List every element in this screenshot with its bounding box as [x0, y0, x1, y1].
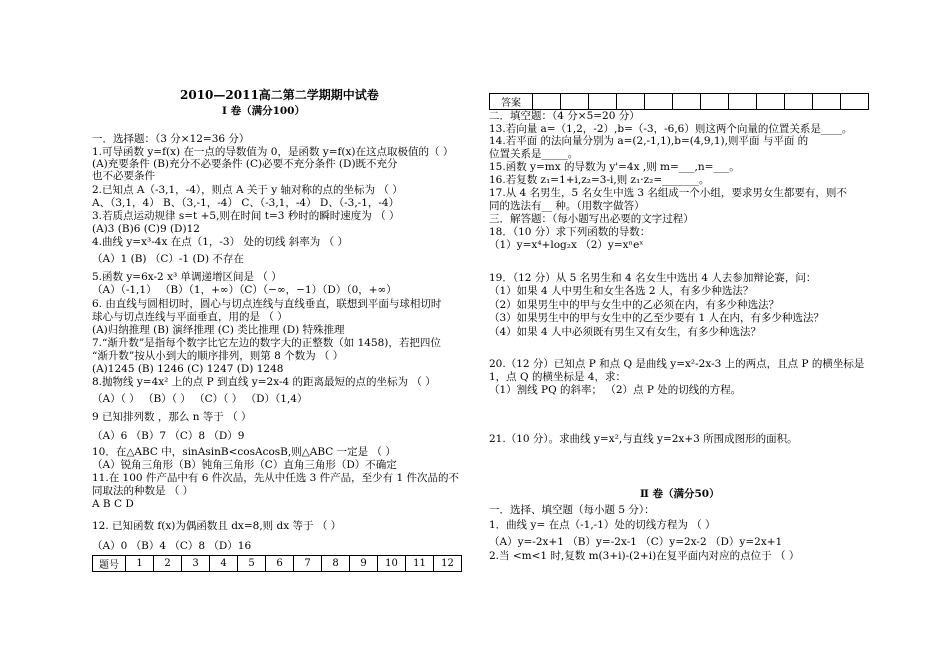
- left-line: 同取法的种数是 （ ）: [92, 485, 194, 497]
- right-line: 位置关系是_____。: [489, 148, 579, 160]
- right-line: （1）割线 PQ 的斜率； （2）点 P 处的切线的方程。: [489, 384, 742, 396]
- question-number-label: 题号: [93, 556, 126, 572]
- right-line: 20.（12 分）已知点 P 和点 Q 是曲线 y=x²-2x-3 上的两点，且点 P 的横坐标是: [489, 358, 865, 370]
- left-line: （A）（ ） （B）（ ） （C）（ ） （D）（1,4）: [92, 393, 308, 405]
- right-line: 16.若复数 z₁=1+i,z₂=3-i,则 z₁·z₂=_______。: [489, 174, 710, 186]
- left-line: 3.若质点运动规律 s=t +5,则在时间 t=3 秒时的瞬时速度为 （ ）: [92, 210, 400, 222]
- left-line: (A)3 (B)6 (C)9 (D)12: [92, 223, 200, 235]
- question-number-cell: 5: [238, 556, 266, 572]
- left-line: 1.可导函数 y=f(x) 在一点的导数值为 0，是函数 y=f(x)在这点取极值的（ ）: [92, 146, 454, 158]
- left-line: (A)充要条件 (B)充分不必要条件 (C)必要不充分条件 (D)既不充分: [92, 158, 398, 170]
- right-line: 19．（12 分）从 5 名男生和 4 名女生中选出 4 人去参加辩论赛，问：: [489, 272, 817, 284]
- right-line: （A）y=-2x+1 （B）y=-2x-1 （C）y=2x-2 （D）y=2x+1: [489, 536, 783, 548]
- question-number-cell: 4: [210, 556, 238, 572]
- left-line: 4.曲线 y=x³-4x 在点（1，-3） 处的切线 斜率为 （ ）: [92, 236, 348, 248]
- answer-blank-cell: [785, 94, 813, 110]
- part1-title: Ⅰ 卷（满分100）: [222, 105, 305, 117]
- right-line: 14.若平面 的法向量分别为 a=(2,-1,1),b=(4,9,1),则平面 与平面 的: [489, 135, 809, 147]
- answer-blank-cell: [561, 94, 589, 110]
- question-number-cell: 9: [350, 556, 378, 572]
- left-line: “渐升数”按从小到大的顺序排列，则第 8 个数为 （ ）: [92, 350, 344, 362]
- question-number-cell: 6: [266, 556, 294, 572]
- left-line: 11.在 100 件产品中有 6 件次品，先从中任选 3 件产品，至少有 1 件次品的不: [92, 472, 459, 484]
- left-line: 也不必要条件: [92, 170, 155, 182]
- left-line: 10．在△ABC 中，sinAsinB<cosAcosB,则△ABC 一定是 （ ）: [92, 446, 396, 458]
- question-number-cell: 7: [294, 556, 322, 572]
- right-line: 17.从 4 名男生，5 名女生中选 3 名组成一个小组，要求男女生都要有，则不: [489, 187, 847, 199]
- right-line: 2.当 <m<1 时,复数 m(3+i)-(2+i)在复平面内对应的点位于 （ ）: [489, 550, 800, 562]
- question-number-cell: 1: [126, 556, 154, 572]
- left-line: （A）0 （B）4 （C）8 （D）16: [92, 540, 252, 552]
- right-line: 同的选法有__ 种。（用数字做答）: [489, 200, 645, 212]
- left-line: A、（3,1，4） B、（3,-1，-4） C、（-3,1，-4） D、（-3,-1，-4）: [92, 197, 400, 209]
- question-number-cell: 10: [378, 556, 406, 572]
- answer-blank-cell: [617, 94, 645, 110]
- left-line: 一．选择题：（3 分×12=36 分）: [92, 133, 250, 145]
- left-line: 2.已知点 A（-3,1，-4），则点 A 关于 y 轴对称的点的坐标为 （ ）: [92, 184, 403, 196]
- question-number-cell: 11: [406, 556, 434, 572]
- right-line: （2）如果男生中的甲与女生中的乙必须在内，有多少种选法？: [489, 299, 780, 311]
- right-line: 1，点 Q 的横坐标是 4，求：: [489, 371, 626, 383]
- answer-blank-cell: [533, 94, 561, 110]
- exam-title: 2010—2011高二第二学期期中试卷: [180, 88, 379, 102]
- part2-title: Ⅱ 卷（满分50）: [640, 488, 720, 500]
- answer-blank-cell: [729, 94, 757, 110]
- answer-label-cell: 答案: [490, 94, 533, 110]
- answer-header-table: [489, 93, 869, 110]
- question-number-cell: 8: [322, 556, 350, 572]
- right-line: （4）如果 4 人中必须既有男生又有女生，有多少种选法？: [489, 326, 762, 338]
- answer-number-table: [92, 555, 462, 572]
- answer-blank-cell: [589, 94, 617, 110]
- right-line: 15.函数 y=mx 的导数为 y'=4x ,则 m=___,n=___。: [489, 161, 740, 173]
- answer-blank-cell: [701, 94, 729, 110]
- right-line: （1）如果 4 人中男生和女生各选 2 人，有多少种选法？: [489, 285, 754, 297]
- right-line: （3）如果男生中的甲与女生中的乙至少要有 1 人在内，有多少种选法？: [489, 312, 825, 324]
- left-line: 球心与切点连线与平面垂直，用的是 （ ）: [92, 311, 288, 323]
- right-line: 一．选择、填空题（每小题 5 分）：: [489, 504, 655, 516]
- right-line: 18．（10 分）求下列函数的导数：: [489, 226, 651, 238]
- left-line: （A）6 （B）7 （C）8 （D）9: [92, 430, 245, 442]
- answer-blank-cell: [673, 94, 701, 110]
- right-line: （1）y=x⁴+log₂x （2）y=xⁿeˣ: [489, 239, 644, 251]
- right-line: 二．填空题：（4 分×5=20 分）: [489, 110, 640, 122]
- left-line: (A)1245 (B) 1246 (C) 1247 (D) 1248: [92, 363, 284, 375]
- answer-blank-cell: [813, 94, 841, 110]
- left-line: （A）锐角三角形（B）钝角三角形（C）直角三角形（D）不确定: [92, 459, 397, 471]
- left-line: 5.函数 y=6x-2 x³ 单调递增区间是 （ ）: [92, 271, 282, 283]
- left-line: （A）（-1,1） （B）（1，+∞）（C）（−∞，−1）（D）（0，+∞）: [92, 284, 397, 296]
- left-line: 9 已知排列数 ，那么 n 等于 （ ）: [92, 411, 252, 423]
- right-line: 三．解答题：（每小题写出必要的文字过程）: [489, 213, 694, 225]
- answer-blank-cell: [757, 94, 785, 110]
- question-number-cell: 2: [154, 556, 182, 572]
- left-line: 6. 由直线与圆相切时，圆心与切点连线与直线垂直，联想到平面与球相切时: [92, 298, 442, 310]
- left-line: A B C D: [92, 498, 134, 510]
- right-line: 1．曲线 y= 在点（-1,-1）处的切线方程为 （ ）: [489, 519, 716, 531]
- question-number-cell: 12: [434, 556, 462, 572]
- answer-blank-cell: [645, 94, 673, 110]
- left-line: (A)归纳推理 (B) 演绎推理 (C) 类比推理 (D) 特殊推理: [92, 324, 345, 336]
- left-line: 8.抛物线 y=4x² 上的点 P 到直线 y=2x-4 的距离最短的点的坐标为 （ ）: [92, 376, 436, 388]
- left-line: 12. 已知函数 f(x)为偶函数且 dx=8,则 dx 等于 （ ）: [92, 520, 342, 532]
- right-line: 21.（10 分）。求曲线 y=x²,与直线 y=2x+3 所围成图形的面积。: [489, 433, 798, 445]
- left-line: 7.“渐升数”是指每个数字比它左边的数字大的正整数（如 1458)，若把四位: [92, 337, 441, 349]
- left-line: （A）1 (B) （C）-1 (D) 不存在: [92, 253, 244, 265]
- question-number-cell: 3: [182, 556, 210, 572]
- answer-blank-cell: [841, 94, 869, 110]
- right-line: 13.若向量 a=（1,2，-2）,b=（-3，-6,6）则这两个向量的位置关系是____。: [489, 123, 853, 135]
